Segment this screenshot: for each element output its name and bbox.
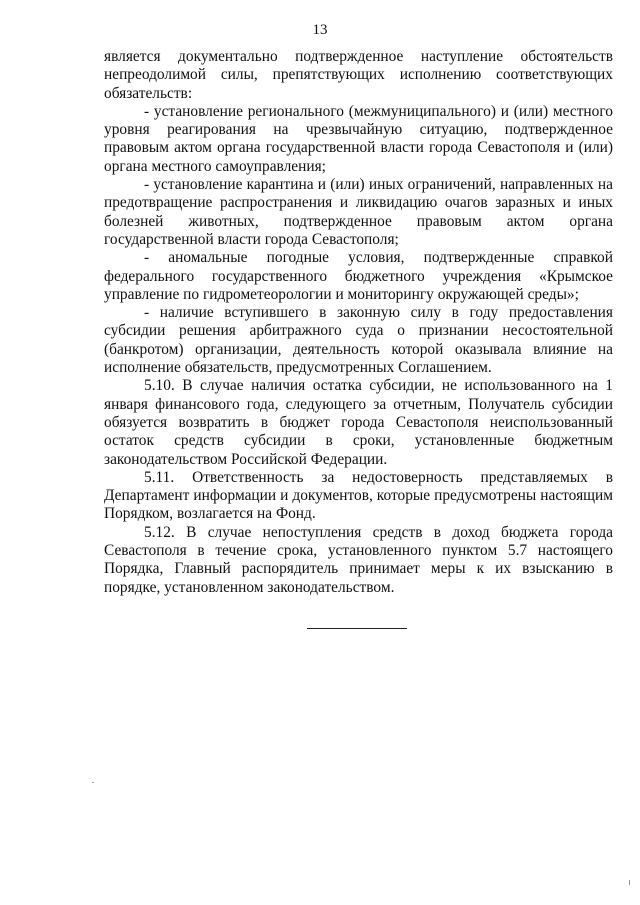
clause-5-12: 5.12. В случае непоступления средств в доход бюджета города Севастополя в течение срока, установленного пунктом 5.7 настоящего Порядка, Главный распорядитель принимает меры к их взысканию в порядке, установленном законодательством. bbox=[104, 523, 613, 596]
document-body bbox=[104, 48, 613, 597]
clause-5-10: 5.10. В случае наличия остатка субсидии, не использованного на 1 января финансового года, следующего за отчетным, Получатель субсидии обязуется возвратить в бюджет города Севастополя неиспользованный остаток средств субсидии в сроки, установленные бюджетным законодательством Российской Федерации. bbox=[104, 377, 613, 468]
paragraph-continuation: является документально подтвержденное наступление обстоятельств непреодолимой силы, препятствующих исполнению соответствующих обязательств: bbox=[104, 48, 613, 102]
list-item-quarantine: - установление карантина и (или) иных ограничений, направленных на предотвращение распространения и ликвидацию очагов заразных и иных болезней животных, подтвержденное правовым актом органа государственной власти города Севастополя; bbox=[104, 176, 613, 248]
list-item-abnormal-weather: - аномальные погодные условия, подтвержденные справкой федерального государственного бюджетного учреждения «Крымское управление по гидрометеорологии и мониторингу окружающей среды»; bbox=[104, 249, 613, 303]
end-separator-line bbox=[307, 628, 407, 629]
scan-speck bbox=[92, 782, 94, 783]
clause-5-11: 5.11. Ответственность за недостоверность представляемых в Департамент информации и документов, которые предусмотрены настоящим Порядком, возлагается на Фонд. bbox=[104, 468, 613, 523]
list-item-emergency-response: - установление регионального (межмуниципального) и (или) местного уровня реагирования на чрезвычайную ситуацию, подтвержденное правовым актом органа государственной власти города Севастополя и (или) органа местного самоуправления; bbox=[104, 102, 613, 175]
scan-speck bbox=[629, 880, 630, 885]
page-number: 13 bbox=[312, 22, 328, 38]
list-item-bankruptcy: - наличие вступившего в законную силу в году предоставления субсидии решения арбитражного суда о признании несостоятельной (банкротом) организации, деятельность которой оказывала влияние на исполнение обязательств, предусмотренных Соглашением. bbox=[104, 304, 613, 377]
